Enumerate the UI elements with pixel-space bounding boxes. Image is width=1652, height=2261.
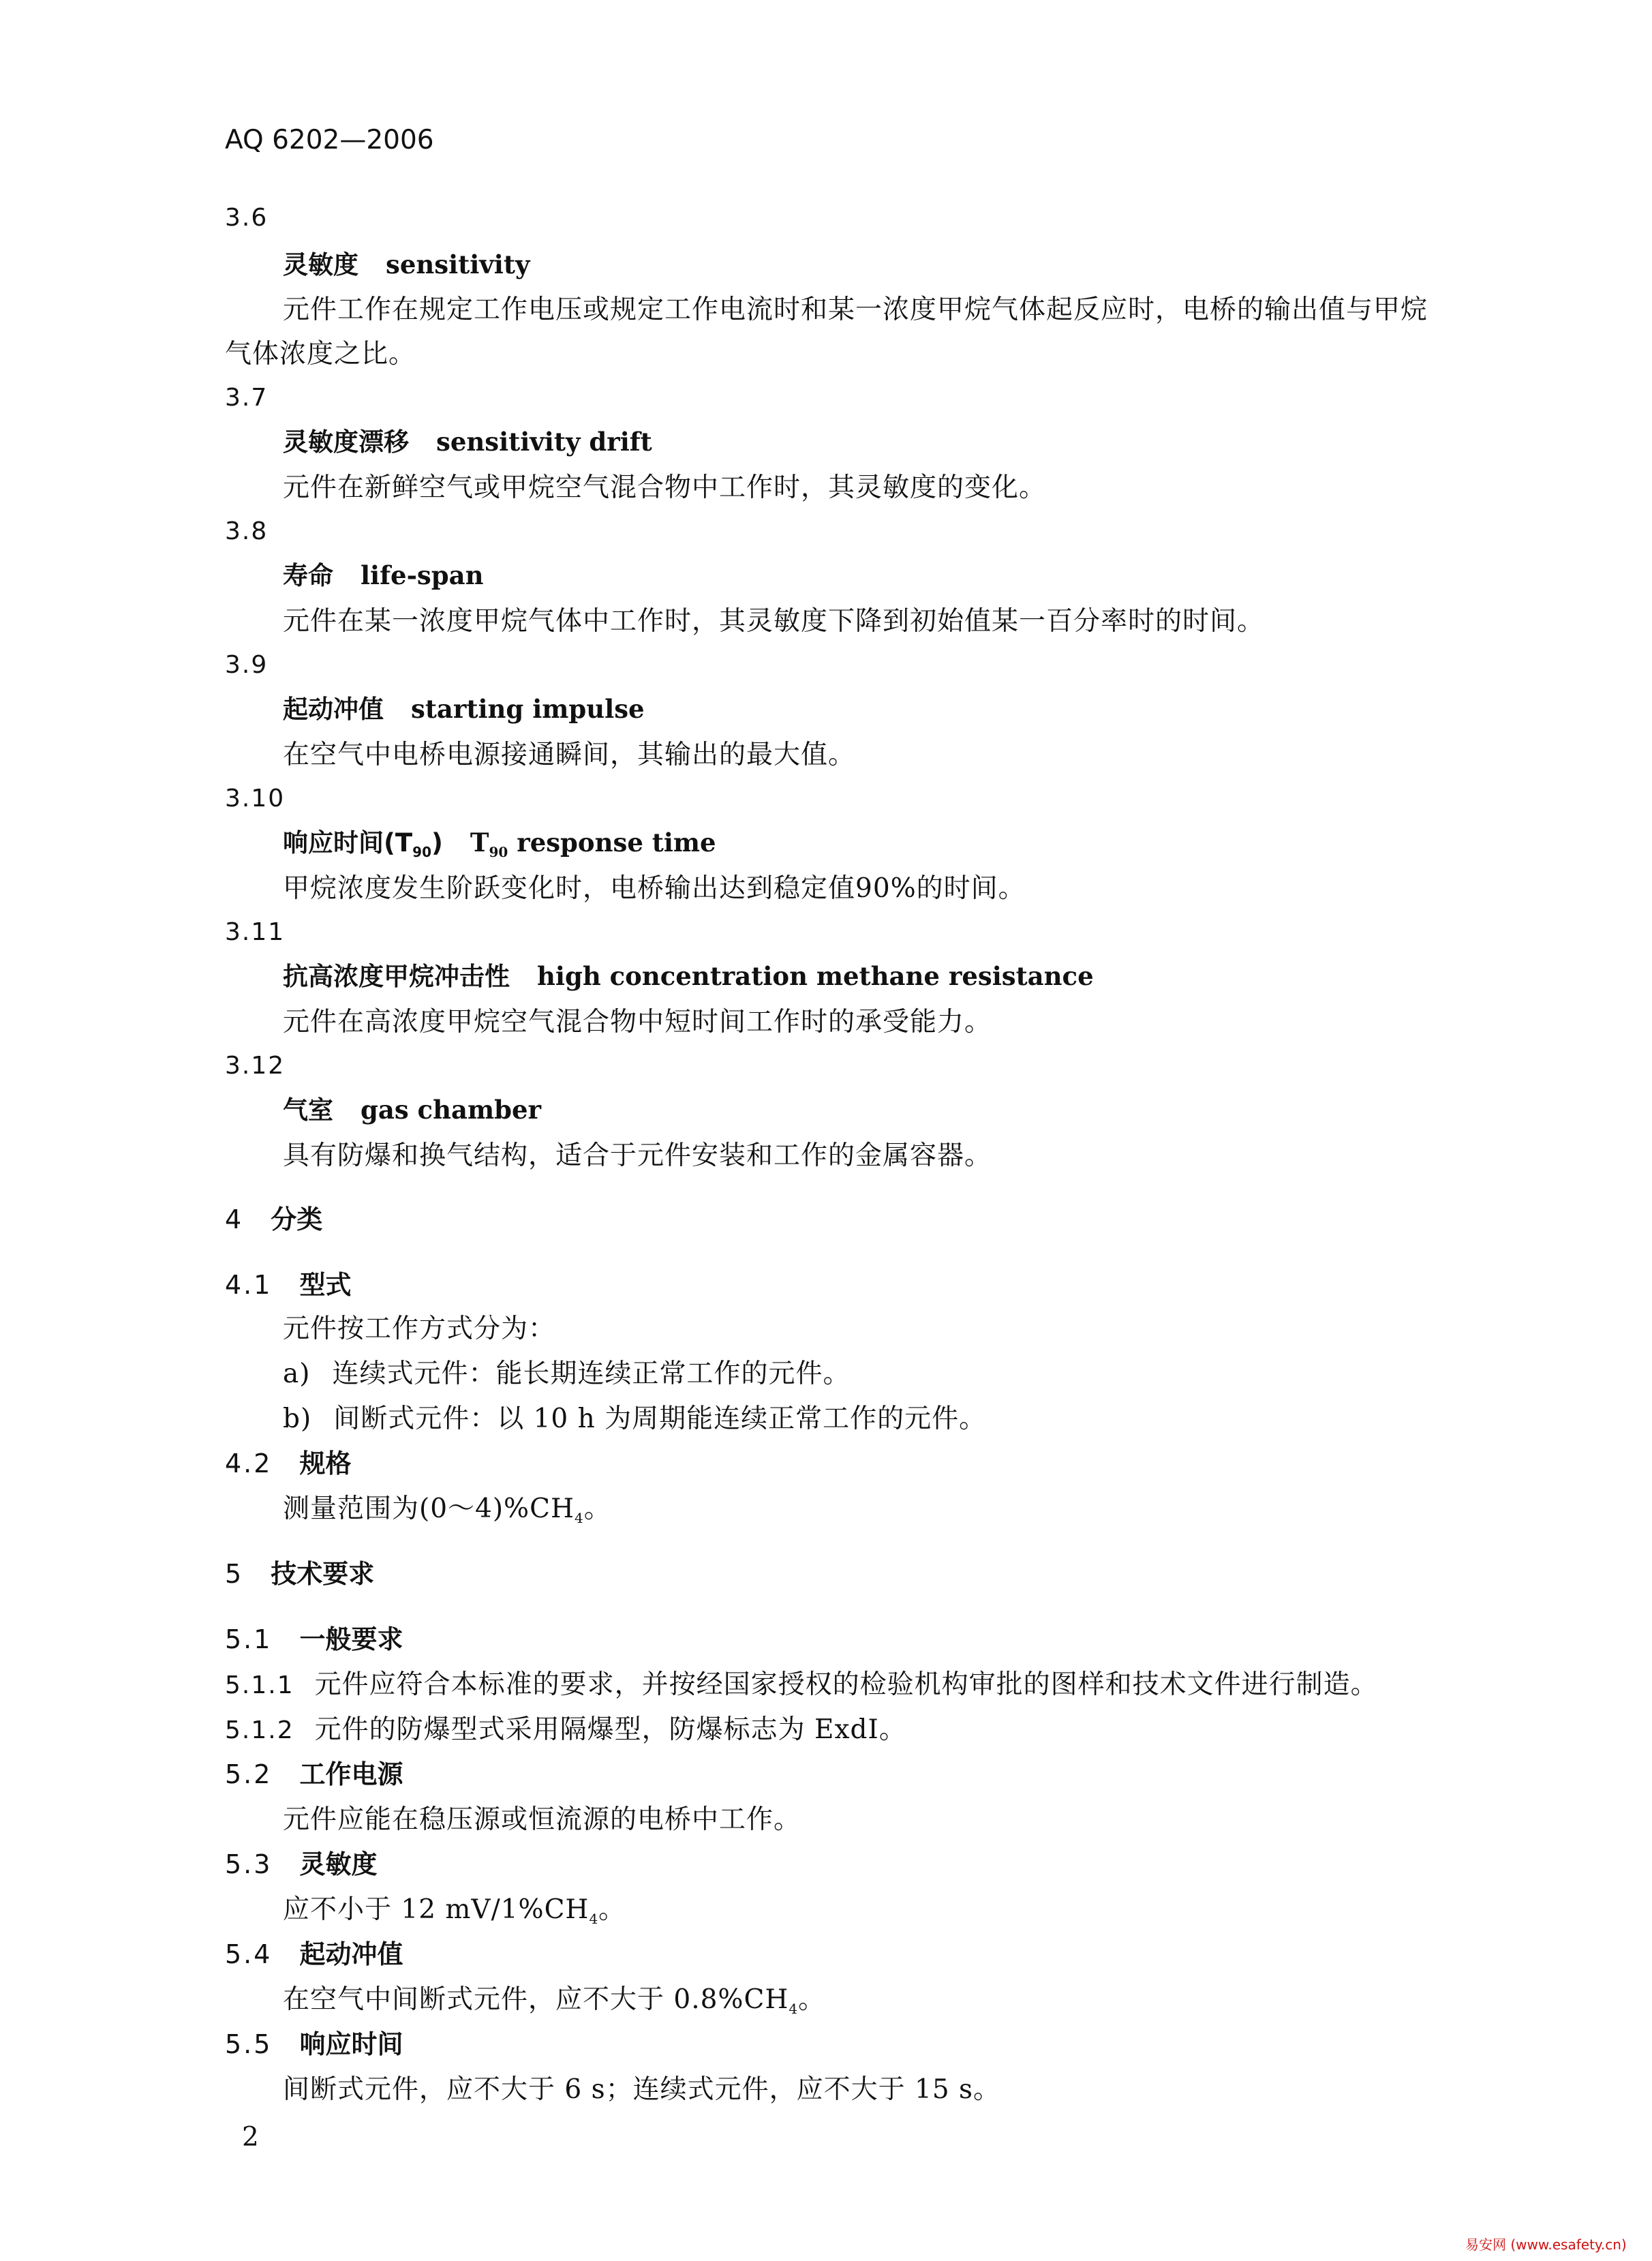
term-heading (283, 249, 530, 279)
paragraph: 间断式元件，应不大于 6 s；连续式元件，应不大于 15 s。 (283, 2074, 1001, 2105)
page-number: 2 (242, 2122, 260, 2153)
section-number: 5.2 (225, 1759, 273, 1789)
term-en: sensitivity drift (436, 427, 652, 457)
text: 应不小于 12 mV/1%CH (283, 1894, 590, 1925)
clause (225, 1671, 1378, 1698)
subscript: 4 (574, 1510, 584, 1526)
term-definition: 甲烷浓度发生阶跃变化时，电桥输出达到稳定值90%的时间。 (283, 873, 1026, 904)
term-number: 3.8 (225, 517, 269, 545)
section-number: 5.5 (225, 2029, 273, 2059)
section-title: 工作电源 (299, 1759, 403, 1789)
term-definition: 元件在高浓度甲烷空气混合物中短时间工作时的承受能力。 (283, 1007, 992, 1037)
text-end: 。 (798, 1984, 826, 2015)
section-title: 规格 (299, 1448, 352, 1478)
term-en: sensitivity (386, 249, 530, 279)
paragraph (283, 1986, 825, 2016)
section-number: 5.3 (225, 1849, 273, 1879)
clause-text: 元件应符合本标准的要求，并按经国家授权的检验机构审批的图样和技术文件进行制造。 (314, 1669, 1378, 1700)
clause-number: 5.1.1 (225, 1671, 294, 1699)
subsection-heading (225, 1761, 403, 1787)
text: 测量范围为(0～4)%CH (283, 1493, 575, 1524)
text-end: 。 (583, 1493, 611, 1524)
section-title: 灵敏度 (299, 1849, 378, 1879)
subsection-heading (225, 1941, 403, 1967)
clause-number: 5.1.2 (225, 1716, 294, 1744)
term-en: gas chamber (361, 1095, 542, 1125)
term-heading (283, 830, 716, 859)
subsection-heading (225, 2031, 403, 2057)
list-text: 连续式元件：能长期连续正常工作的元件。 (332, 1359, 851, 1389)
section-title: 技术要求 (271, 1559, 375, 1589)
section-number: 4.2 (225, 1448, 273, 1478)
paragraph (283, 1493, 611, 1526)
subscript: 90 (412, 844, 431, 860)
term-zh-close: ) (431, 828, 443, 858)
term-en: life-span (361, 560, 484, 590)
list-marker: a) (283, 1359, 311, 1389)
clause-text: 元件的防爆型式采用隔爆型，防爆标志为 ExdI。 (314, 1714, 906, 1745)
list-item (283, 1361, 850, 1387)
section-number: 5.1 (225, 1624, 273, 1654)
subsection-heading (225, 1626, 403, 1652)
paragraph (283, 1896, 626, 1926)
standard-id: AQ 6202—2006 (225, 125, 434, 155)
term-number: 3.12 (225, 1052, 286, 1080)
site-footer: 易安网 (www.esafety.cn) (1465, 2236, 1627, 2253)
section-heading (225, 1204, 323, 1234)
term-heading (283, 694, 645, 724)
text: 在空气中间断式元件，应不大于 0.8%CH (283, 1984, 789, 2015)
term-en-text: response time (508, 828, 716, 858)
text-end: 。 (598, 1894, 626, 1925)
term-zh: 响应时间(T (283, 828, 413, 858)
term-definition: 具有防爆和换气结构，适合于元件安装和工作的金属容器。 (283, 1140, 992, 1171)
term-en: starting impulse (411, 694, 645, 724)
term-number: 3.7 (225, 384, 269, 412)
section-title: 一般要求 (299, 1624, 403, 1654)
section-number: 4 (225, 1204, 244, 1234)
term-en: high concentration methane resistance (537, 961, 1094, 991)
term-number: 3.10 (225, 785, 286, 813)
term-definition: 元件工作在规定工作电压或规定工作电流时和某一浓度甲烷气体起反应时，电桥的输出值与甲烷 (283, 294, 1428, 325)
section-number: 5.4 (225, 1939, 273, 1969)
term-en (470, 828, 716, 858)
list-text: 间断式元件：以 10 h 为周期能连续正常工作的元件。 (333, 1403, 987, 1434)
section-title: 分类 (271, 1204, 323, 1234)
subscript: 4 (789, 2001, 799, 2017)
subscript: 90 (489, 844, 508, 860)
term-heading (283, 560, 484, 590)
term-definition: 元件在某一浓度甲烷气体中工作时，其灵敏度下降到初始值某一百分率时的时间。 (283, 606, 1265, 637)
section-title: 型式 (299, 1270, 352, 1300)
term-zh: 灵敏度 (283, 250, 358, 279)
list-marker: b) (283, 1403, 312, 1434)
subsection-heading (225, 1272, 351, 1298)
term-definition-cont: 气体浓度之比。 (225, 339, 416, 369)
subsection-heading (225, 1448, 352, 1478)
term-zh: 抗高浓度甲烷冲击性 (283, 962, 510, 991)
term-number: 3.11 (225, 918, 286, 946)
term-definition: 在空气中电桥电源接通瞬间，其输出的最大值。 (283, 740, 856, 770)
paragraph: 元件应能在稳压源或恒流源的电桥中工作。 (283, 1804, 801, 1835)
subsection-heading (225, 1851, 377, 1877)
term-heading (283, 429, 652, 455)
term-zh: 气室 (283, 1095, 333, 1125)
term-number: 3.9 (225, 651, 269, 679)
term-zh: 灵敏度漂移 (283, 427, 409, 457)
clause (225, 1716, 906, 1743)
section-title: 响应时间 (299, 2029, 403, 2059)
term-zh: 起动冲值 (283, 695, 384, 724)
section-number: 4.1 (225, 1270, 273, 1300)
subscript: 4 (589, 1911, 599, 1927)
term-number: 3.6 (225, 204, 269, 232)
term-zh: 寿命 (283, 561, 333, 590)
term-en-symbol: T (470, 828, 489, 858)
list-item (283, 1403, 987, 1434)
section-heading (225, 1561, 374, 1587)
term-heading (283, 961, 1094, 991)
term-definition: 元件在新鲜空气或甲烷空气混合物中工作时，其灵敏度的变化。 (283, 472, 1047, 503)
term-heading (283, 1097, 541, 1123)
section-number: 5 (225, 1559, 244, 1589)
paragraph: 元件按工作方式分为： (283, 1314, 556, 1344)
section-title: 起动冲值 (299, 1939, 403, 1969)
